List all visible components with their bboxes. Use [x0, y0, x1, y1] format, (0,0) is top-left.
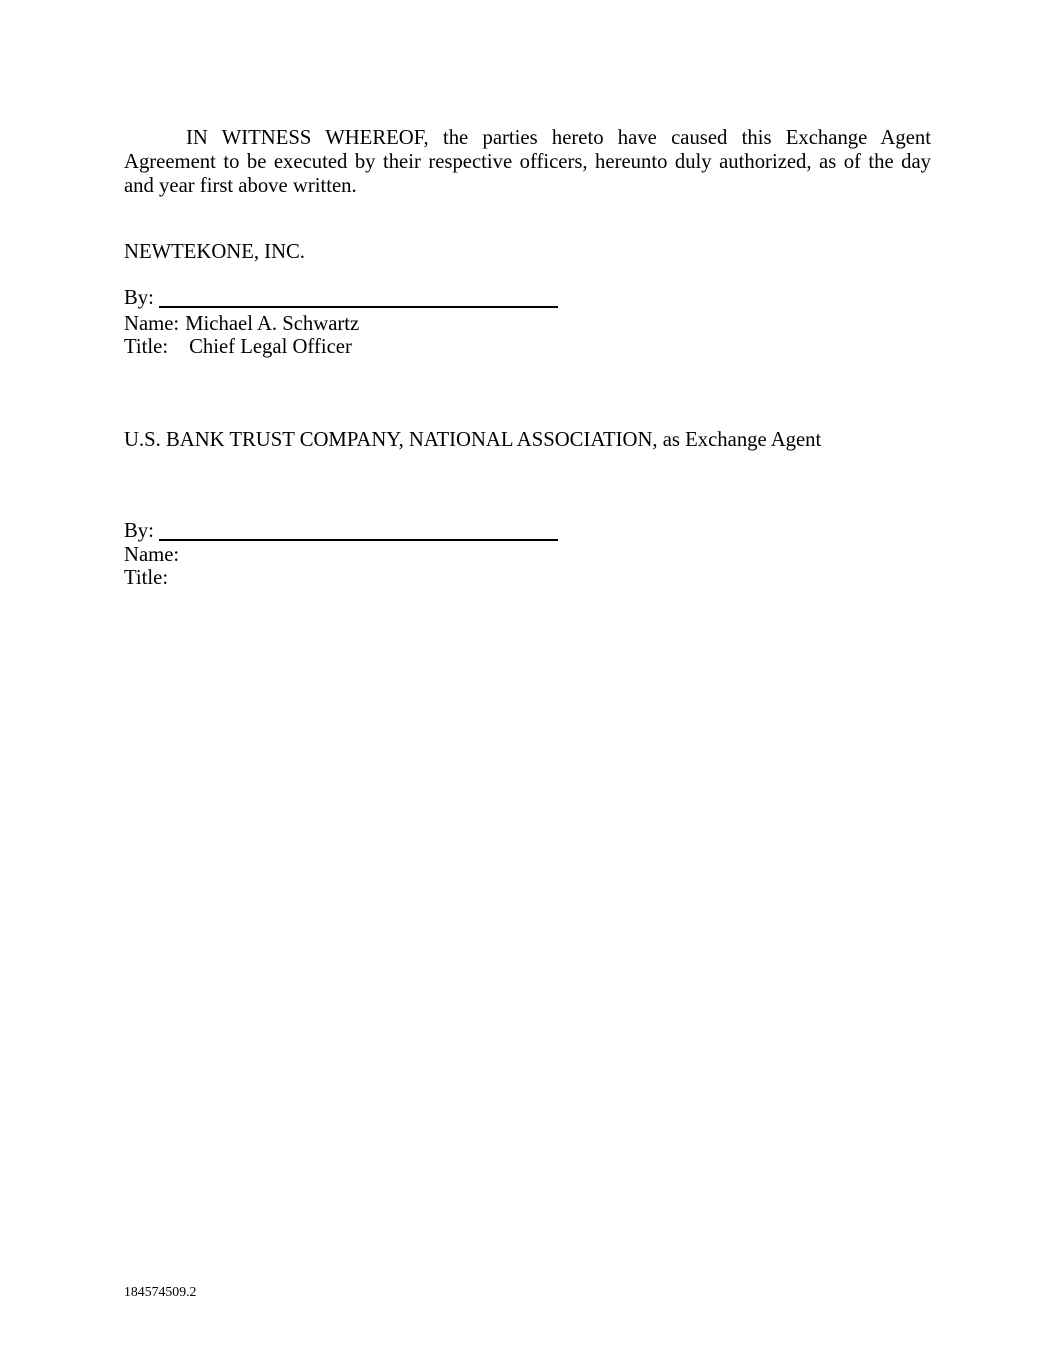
paragraph-line: IN WITNESS WHEREOF, the parties hereto have caused this Exchange Agent	[186, 127, 931, 149]
by-label: By:	[124, 287, 154, 309]
signature-line	[159, 539, 558, 541]
signature-line	[159, 306, 558, 308]
by-label: By:	[124, 520, 154, 542]
company-name-newtekone: NEWTEKONE, INC.	[124, 241, 305, 263]
title-line	[124, 336, 352, 360]
title-label: Title:	[124, 567, 169, 589]
footer-document-number: 184574509.2	[124, 1284, 197, 1299]
name-value: Michael A. Schwartz	[185, 313, 360, 335]
by-line	[124, 287, 558, 311]
company-name-us-bank: U.S. BANK TRUST COMPANY, NATIONAL ASSOCIATION, as Exchange Agent	[124, 429, 822, 451]
name-label: Name:	[124, 544, 180, 566]
paragraph-line: and year first above written.	[124, 174, 357, 197]
title-value: Chief Legal Officer	[189, 336, 352, 358]
title-line	[124, 567, 189, 591]
title-label: Title:	[124, 336, 169, 358]
name-value	[179, 544, 185, 566]
name-label: Name:	[124, 313, 180, 335]
witness-paragraph	[124, 127, 931, 198]
paragraph-line: Agreement to be executed by their respective officers, hereunto duly authorized, as of the day	[124, 150, 931, 173]
name-line	[124, 544, 185, 568]
by-line	[124, 520, 558, 544]
title-value	[168, 567, 189, 589]
name-line	[124, 313, 359, 337]
